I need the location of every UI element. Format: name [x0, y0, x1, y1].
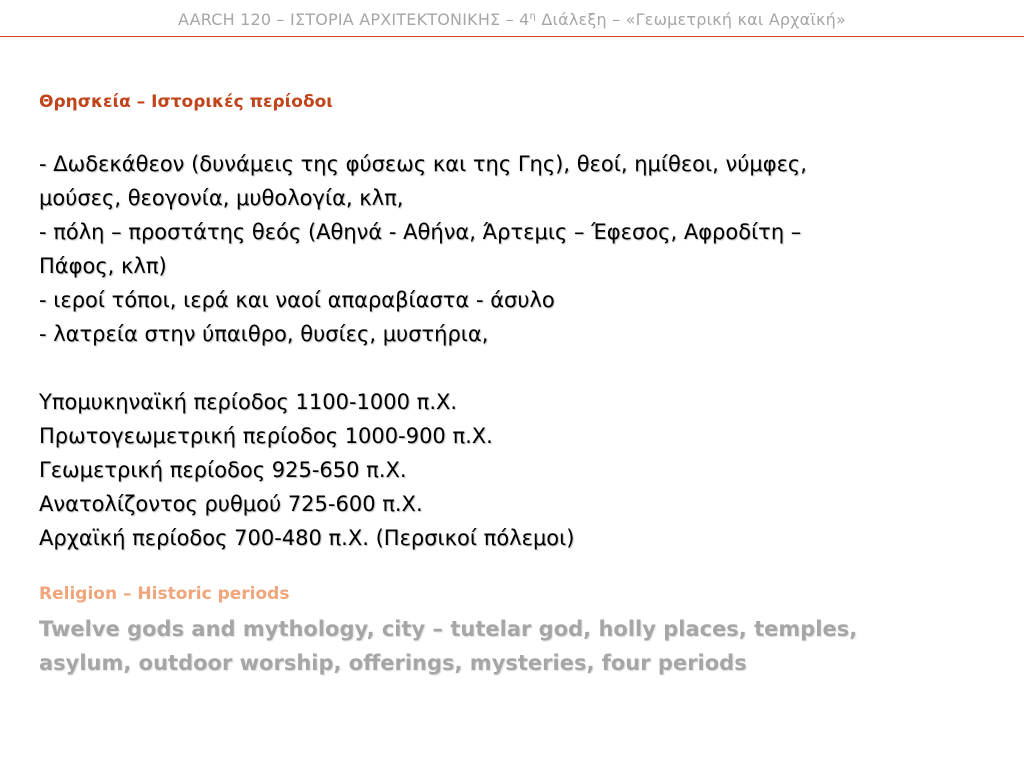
header-title-prefix: AARCH 120 – ΙΣΤΟΡΙΑ ΑΡΧΙΤΕΚΤΟΝΙΚΗΣ – 4 — [177, 10, 530, 29]
english-section-heading: Religion – Historic periods — [39, 584, 290, 604]
english-summary-line: Twelve gods and mythology, city – tutelar god, holly places, temples, — [39, 617, 858, 641]
slide-header — [0, 0, 1024, 37]
bullet-line: - λατρεία στην ύπαιθρο, θυσίες, μυστήρια, — [39, 322, 489, 346]
period-item: Πρωτογεωμετρική περίοδος 1000-900 π.Χ. — [39, 424, 493, 448]
greek-section-heading: Θρησκεία – Ιστορικές περίοδοι — [39, 92, 333, 112]
period-list — [39, 385, 999, 555]
bullet-line: Πάφος, κλπ) — [39, 254, 167, 278]
period-item: Αρχαϊκή περίοδος 700-480 π.Χ. (Περσικοί πόλεμοι) — [39, 526, 575, 550]
bullet-line: - Δωδεκάθεον (δυνάμεις της φύσεως και της Γης), θεοί, ημίθεοι, νύμφες, — [39, 152, 807, 176]
header-title-suffix: Διάλεξη – «Γεωμετρική και Αρχαϊκή» — [536, 10, 846, 29]
greek-bullet-list — [39, 147, 999, 351]
slide-header-title — [178, 10, 846, 29]
bullet-line: - ιεροί τόποι, ιερά και ναοί απαραβίαστα - άσυλο — [39, 288, 555, 312]
header-title-superscript: η — [529, 11, 537, 22]
period-item: Υπομυκηναϊκή περίοδος 1100-1000 π.Χ. — [39, 390, 458, 414]
english-summary-line: asylum, outdoor worship, offerings, mysteries, four periods — [39, 651, 747, 675]
period-item: Γεωμετρική περίοδος 925-650 π.Χ. — [39, 458, 407, 482]
bullet-line: μούσες, θεογονία, μυθολογία, κλπ, — [39, 186, 404, 210]
english-summary — [39, 612, 999, 680]
period-item: Ανατολίζοντος ρυθμού 725-600 π.Χ. — [39, 492, 423, 516]
bullet-line: - πόλη – προστάτης θεός (Αθηνά - Αθήνα, Άρτεμις – Έφεσος, Αφροδίτη – — [39, 220, 802, 244]
